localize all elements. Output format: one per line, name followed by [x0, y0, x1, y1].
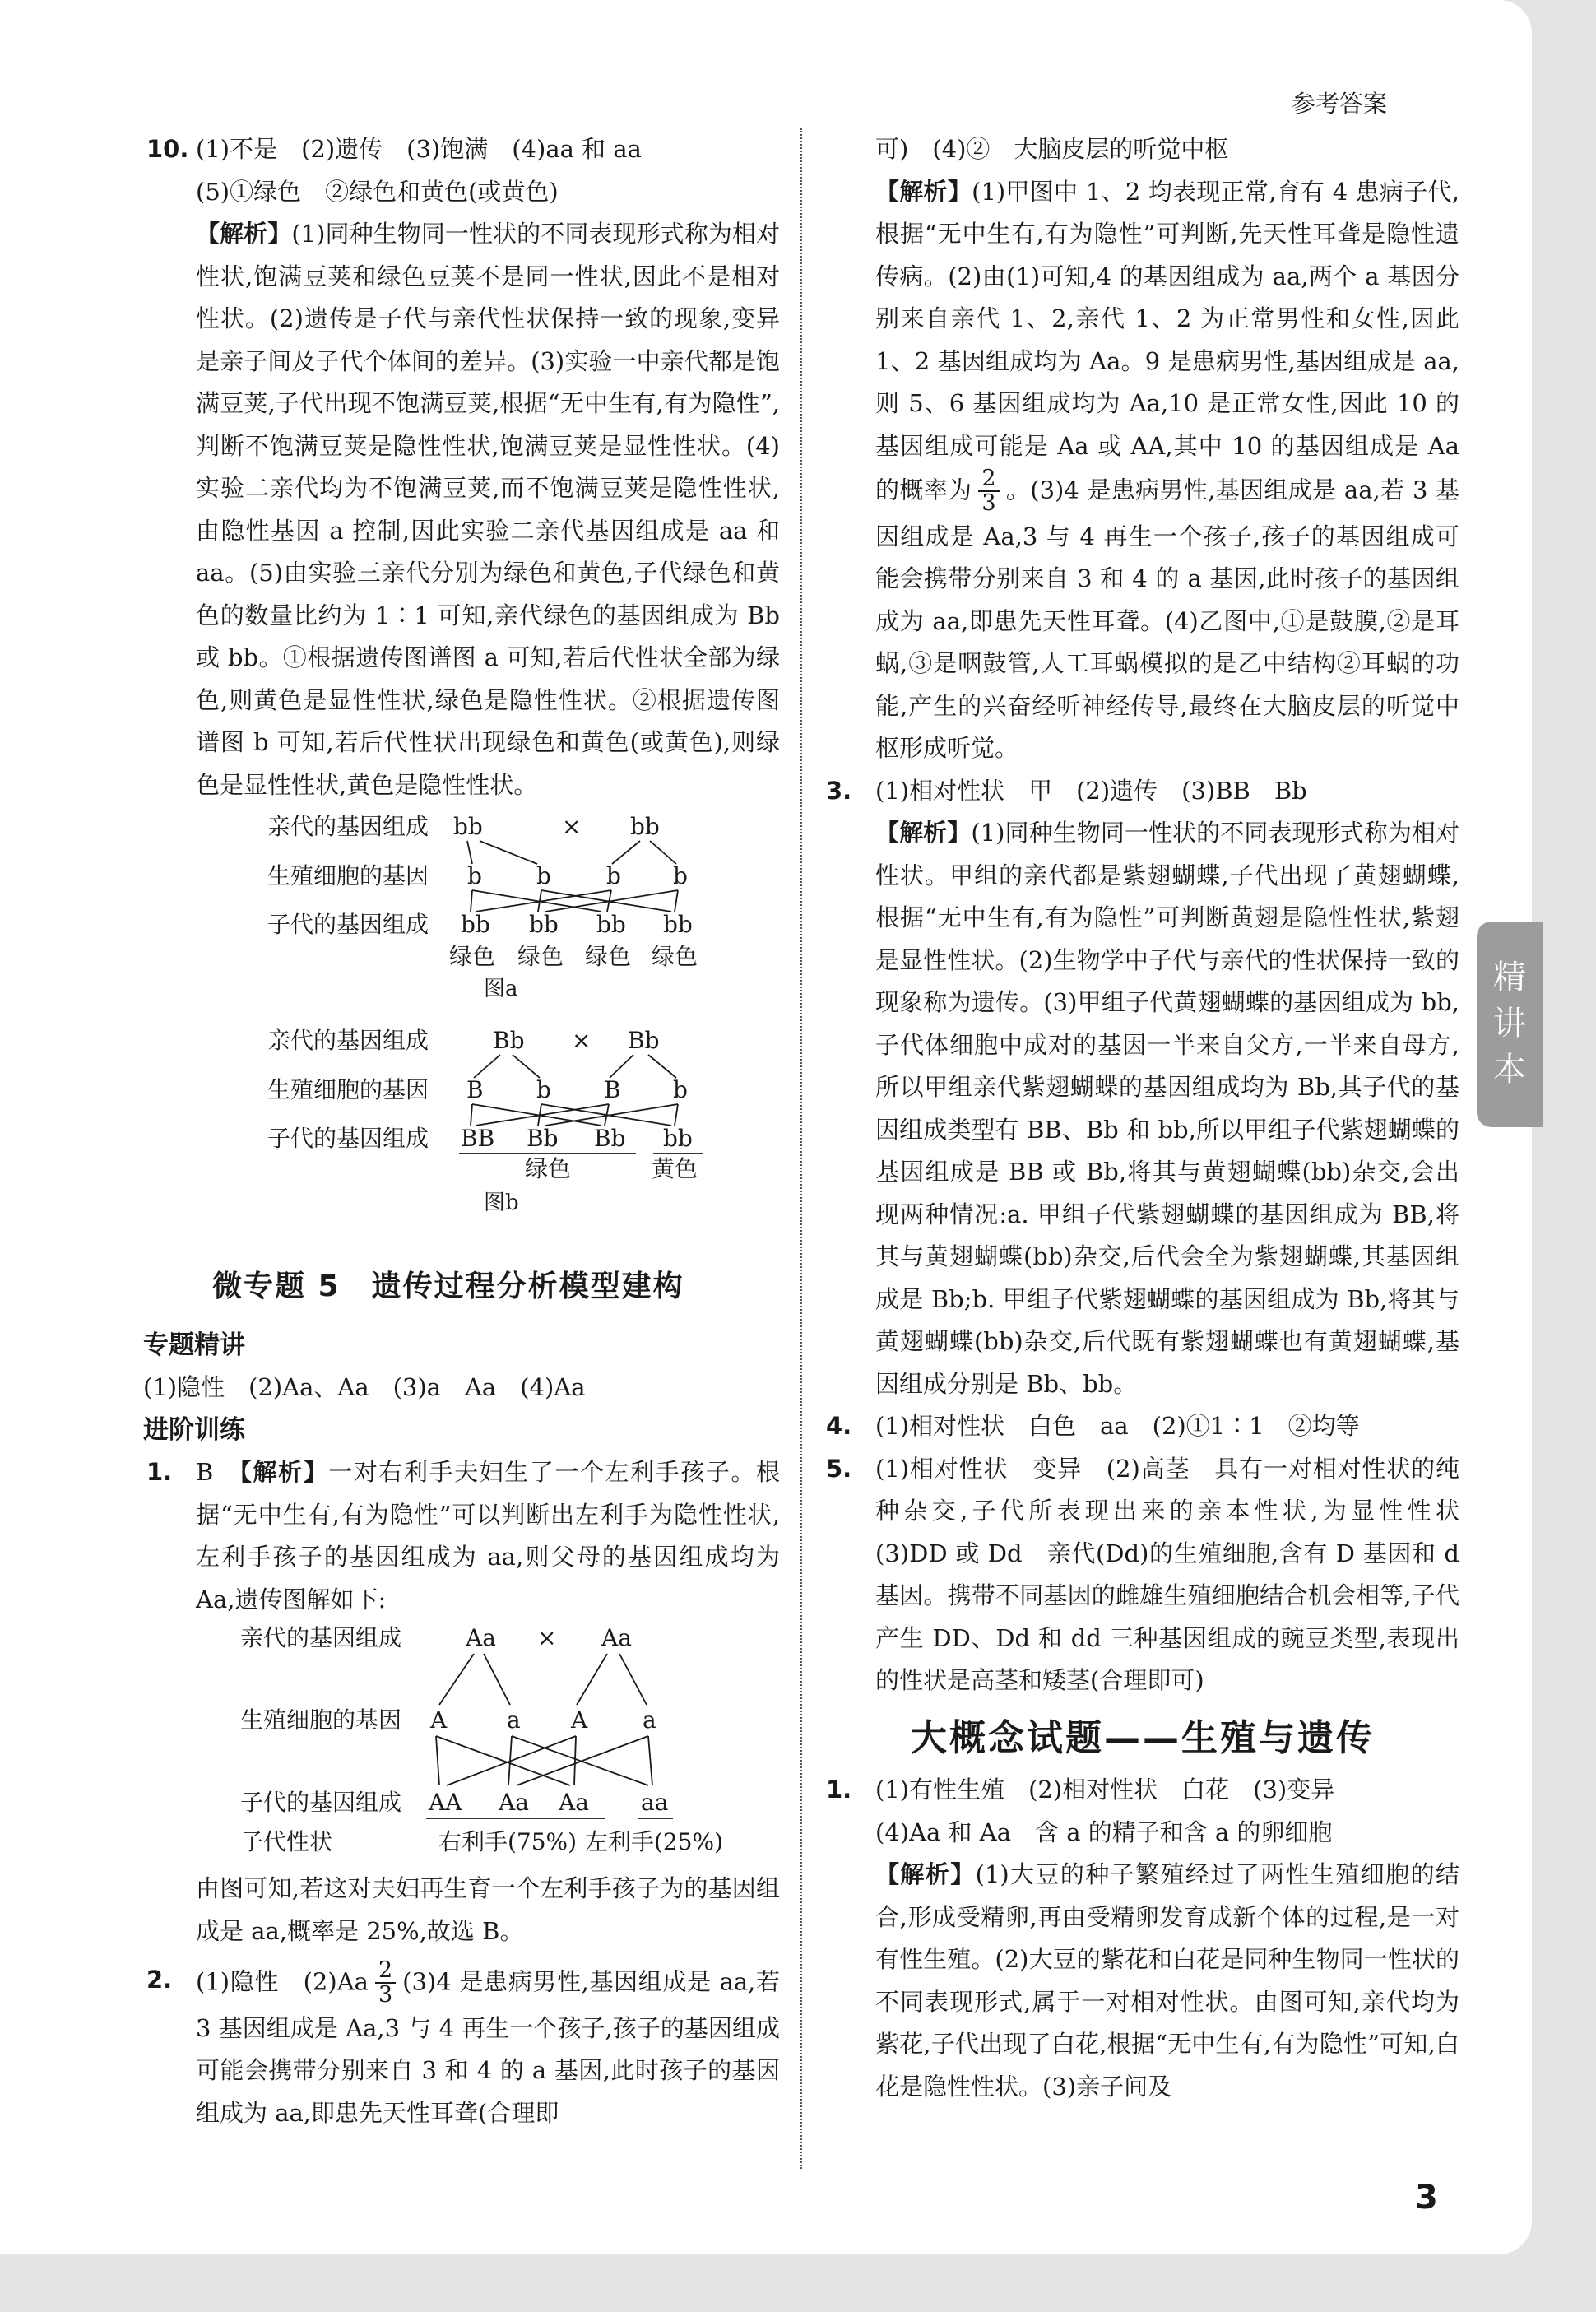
analysis-text: 由图可知,若这对夫妇再生育一个左利手孩子为的基因组成是 aa,概率是 25%,故选 B。: [196, 1874, 780, 1945]
answer-line: (5)①绿色 ②绿色和黄色(或黄色): [196, 177, 559, 206]
answer-choice: B: [196, 1458, 214, 1486]
row-label-offspring: 子代的基因组成: [267, 1125, 429, 1152]
analysis-text: (1)大豆的种子繁殖经过了两性生殖细胞的结合,形成受精卵,再由受精卵发育成新个体的过程,是一对有性生殖。(2)大豆的紫花和白花是同种生物同一性状的不同表现形式,属于一对相对性状。由图可知,亲代均为紫花,子代出现了白花,根据“无中生有,有为隐性”可知,白花是隐性性状。(3)亲子间及: [875, 1860, 1459, 2101]
answer-paragraph: [196, 1959, 780, 2134]
fraction-numerator: 2: [375, 1959, 396, 1984]
side-tab: [1477, 922, 1543, 1127]
gamete: b: [606, 862, 621, 889]
concept-question-1: [826, 1769, 1459, 2108]
analysis-text: 。(3)4 是患病男性,基因组成是 aa,若 3 基因组成是 Aa,3 与 4 再生一个孩子,孩子的基因组成可能会携带分别来自 3 和 4 的 a 基因,此时孩子的基因组成为 aa,即患先天性耳聋。(4)乙图中,①是鼓膜,②是耳蜗,③是咽鼓管,人工耳蜗模拟的是乙中结构②耳蜗的功能,产生的兴奋经听神经传导,最终在大脑皮层的听觉中枢形成听觉。: [875, 476, 1459, 763]
question-number: 4.: [826, 1412, 852, 1441]
answer-line: (1)不是 (2)遗传 (3)饱满 (4)aa 和 aa: [196, 135, 642, 163]
gamete: b: [536, 1076, 551, 1103]
analysis-tag: 【解析】: [875, 819, 972, 847]
subsection-heading: 进阶训练: [143, 1414, 245, 1445]
offspring-phenotype: 绿色: [652, 943, 698, 970]
offspring-genotype: bb: [663, 911, 693, 938]
parent-genotype: bb: [630, 813, 660, 840]
question-5: [826, 1448, 1484, 1702]
analysis-paragraph: [875, 812, 1459, 1405]
offspring-genotype: BB: [461, 1125, 495, 1152]
side-tab-label: 精讲本: [1493, 959, 1526, 1089]
diagram-handedness-svg: [146, 1621, 780, 1868]
analysis-text: (1)同种生物同一性状的不同表现形式称为相对性状,饱满豆荚和绿色豆荚不是同一性状,因此不是相对性状。(2)遗传是子代与亲代性状保持一致的现象,变异是亲子间及子代个体间的差异。(3)实验一中亲代都是饱满豆荚,子代出现不饱满豆荚,根据“无中生有,有为隐性”,判断不饱满豆荚是隐性性状,饱满豆荚是显性性状。(4)实验二亲代均为不饱满豆荚,而不饱满豆荚是隐性性状,由隐性基因 a 控制,因此实验二亲代基因组成是 aa 和 aa。(5)由实验三亲代分别为绿色和黄色,子代绿色和黄色的数量比约为 1∶1 可知,亲代绿色的基因组成为 Bb 或 bb。①根据遗传图谱图 a 可知,若后代性状全部为绿色,则黄色是显性性状,绿色是隐性性状。②根据遗传图谱图 b 可知,若后代性状出现绿色和黄色(或黄色),则绿色是显性性状,黄色是隐性性状。: [196, 220, 780, 799]
question-1-conclusion: [146, 1868, 780, 1952]
analysis-tag: 【解析】: [875, 177, 972, 206]
answer-line: (1)相对性状 白色 aa (2)①1∶1 ②均等: [875, 1412, 1360, 1441]
phenotype-group: 绿色: [525, 1155, 572, 1182]
offspring-genotype: Bb: [594, 1125, 626, 1152]
inheritance-arrows: [467, 841, 678, 912]
phenotype-left-handed: 左利手(25%): [585, 1828, 724, 1855]
answer-text: (1)隐性 (2)Aa: [196, 1967, 369, 1996]
genetic-diagram-handedness: [146, 1621, 780, 1868]
answer-line: (4)Aa 和 Aa 含 a 的精子和含 a 的卵细胞: [875, 1818, 1333, 1846]
question-2: [146, 1959, 780, 2134]
gamete: b: [536, 862, 551, 889]
fraction: [375, 1959, 396, 2008]
offspring-phenotype: 绿色: [585, 943, 632, 970]
question-number: 1.: [826, 1776, 852, 1804]
analysis-tag: 【解析】: [239, 1458, 329, 1486]
gamete: a: [643, 1706, 656, 1734]
analysis-text: 一对右利手夫妇生了一个左利手孩子。根据“无中生有,有为隐性”可以判断出左利手为隐性性状,左利手孩子的基因组成为 aa,则父母的基因组成均为 Aa,遗传图解如下:: [196, 1458, 780, 1613]
answer-line: 可) (4)② 大脑皮层的听觉中枢: [875, 135, 1229, 163]
offspring-genotype: bb: [461, 911, 490, 938]
question-number: 2.: [146, 1966, 173, 1994]
parent-genotype: Bb: [493, 1027, 525, 1054]
left-column: [143, 128, 781, 2134]
parent-genotype: bb: [453, 813, 483, 840]
analysis-paragraph: [875, 1854, 1459, 2108]
offspring-genotype: bb: [529, 911, 559, 938]
offspring-genotype: bb: [663, 1125, 693, 1152]
answer-line: (1)有性生殖 (2)相对性状 白花 (3)变异: [875, 1776, 1335, 1804]
analysis-text: (1)同种生物同一性状的不同表现形式称为相对性状。甲组的亲代都是紫翅蝴蝶,子代出现了黄翅蝴蝶,根据“无中生有,有为隐性”可判断黄翅是隐性性状,紫翅是显性性状。(2)生物学中子代与亲代的性状保持一致的现象称为遗传。(3)甲组子代黄翅蝴蝶的基因组成为 bb,子代体细胞中成对的基因一半来自父方,一半来自母方,所以甲组亲代紫翅蝴蝶的基因组成均为 Bb,其子代的基因组成类型有 BB、Bb 和 bb,所以甲组子代紫翅蝴蝶的基因组成是 BB 或 Bb,将其与黄翅蝴蝶(bb)杂交,会出现两种情况:a. 甲组子代紫翅蝴蝶的基因组成为 BB,将其与黄翅蝴蝶(bb)杂交,后代会全为紫翅蝴蝶,其基因组成是 Bb;b. 甲组子代紫翅蝴蝶的基因组成为 Bb,将其与黄翅蝴蝶(bb)杂交,后代既有紫翅蝴蝶也有黄翅蝴蝶,基因组成分别是 Bb、bb。: [875, 819, 1459, 1398]
gamete: b: [467, 862, 482, 889]
major-section-title: 大概念试题——生殖与遗传: [911, 1716, 1375, 1759]
row-label-gametes: 生殖细胞的基因: [267, 1076, 429, 1103]
question-4: [826, 1405, 1459, 1448]
analysis-paragraph: [196, 1451, 780, 1621]
inheritance-arrows: [426, 1654, 673, 1818]
analysis-paragraph: [196, 213, 780, 806]
row-label-gametes: 生殖细胞的基因: [240, 1706, 402, 1734]
offspring-genotype: Aa: [499, 1789, 529, 1816]
fraction: [978, 467, 999, 516]
diagram-b-svg: [146, 1020, 780, 1241]
gamete: B: [466, 1076, 484, 1103]
analysis-text: (1)甲图中 1、2 均表现正常,育有 4 患病子代,根据“无中生有,有为隐性”可判断,先天性耳聋是隐性遗传病。(2)由(1)可知,4 的基因组成为 aa,两个 a 基因分别来自亲代 1、2,亲代 1、2 为正常男性和女性,因此 1、2 基因组成均为 Aa。9 是患病男性,基因组成是 aa,则 5、6 基因组成均为 Aa,10 是正常女性,因此 10 的基因组成可能是 Aa 或 AA,其中 10 的基因组成是 Aa 的概率为: [875, 177, 1459, 504]
genetic-diagram-a: [146, 806, 780, 1020]
parent-genotype: Aa: [601, 1624, 632, 1651]
gamete: b: [673, 862, 688, 889]
row-label-parents: 亲代的基因组成: [240, 1624, 402, 1651]
gamete: A: [430, 1706, 448, 1734]
row-label-parents: 亲代的基因组成: [267, 813, 429, 840]
answer-line: (1)相对性状 甲 (2)遗传 (3)BB Bb: [875, 776, 1307, 805]
row-label-gametes: 生殖细胞的基因: [267, 862, 429, 889]
subsection-heading: 专题精讲: [143, 1330, 245, 1360]
parent-genotype: Aa: [466, 1624, 496, 1651]
diagram-a-svg: [146, 806, 780, 1020]
question-2-continued: [826, 128, 1459, 770]
offspring-genotype: bb: [596, 911, 626, 938]
question-number: 10.: [146, 135, 189, 163]
section-title: 微专题 5 遗传过程分析模型建构: [212, 1270, 684, 1303]
gamete: a: [507, 1706, 521, 1734]
parent-genotype: Bb: [628, 1027, 660, 1054]
offspring-genotype: AA: [429, 1789, 462, 1816]
page-header-title: 参考答案: [1291, 90, 1387, 118]
phenotype-right-handed: 右利手(75%): [438, 1828, 578, 1855]
cross-symbol: ×: [537, 1624, 557, 1651]
question-number: 3.: [826, 776, 852, 805]
answer-paragraph: (1)相对性状 变异 (2)高茎 具有一对相对性状的纯种杂交,子代所表现出来的亲本性状,为显性性状 (3)DD 或 Dd 亲代(Dd)的生殖细胞,含有 D 基因和 d 基因。携带不同基因的雌雄生殖细胞结合机会相等,子代产生 DD、Dd 和 dd 三种基因组成的豌豆类型,表现出的性状是高茎和矮茎(合理即可): [875, 1454, 1484, 1695]
cross-symbol: ×: [572, 1027, 592, 1054]
question-number: 5.: [826, 1454, 852, 1483]
question-10: [146, 128, 780, 806]
fraction-denominator: 3: [378, 1982, 393, 2008]
offspring-genotype: Aa: [559, 1789, 589, 1816]
analysis-paragraph: [875, 171, 1459, 770]
analysis-tag: 【解析】: [196, 220, 292, 248]
page-number: 3: [1415, 2179, 1438, 2217]
fraction-denominator: 3: [981, 490, 996, 517]
answer-text: (3)4 是患病男性,基因组成是 aa,若 3 基因组成是 Aa,3 与 4 再生一个孩子,孩子的基因组成可能会携带分别来自 3 和 4 的 a 基因,此时孩子的基因组成为 aa,即患先天性耳聋(合理即: [196, 1967, 781, 2127]
question-3: [826, 770, 1459, 1406]
gamete: b: [673, 1076, 688, 1103]
figure-caption: 图b: [484, 1191, 519, 1215]
row-label-phenotype: 子代性状: [240, 1828, 333, 1855]
genetic-diagram-b: [146, 1020, 780, 1241]
question-1: [146, 1451, 780, 1621]
figure-caption: 图a: [484, 977, 518, 1001]
gamete: B: [604, 1076, 621, 1103]
offspring-phenotype: 绿色: [449, 943, 496, 970]
gamete: A: [571, 1706, 588, 1734]
answer-line: (1)隐性 (2)Aa、Aa (3)a Aa (4)Aa: [143, 1373, 586, 1401]
cross-symbol: ×: [562, 813, 582, 840]
column-divider: [800, 128, 802, 2169]
right-column: [826, 128, 1484, 2108]
question-number: 1.: [146, 1458, 173, 1486]
fraction-numerator: 2: [978, 467, 999, 492]
offspring-genotype: Bb: [527, 1125, 559, 1152]
row-label-offspring: 子代的基因组成: [240, 1789, 402, 1816]
phenotype-group: 黄色: [652, 1155, 698, 1182]
row-label-offspring: 子代的基因组成: [267, 911, 429, 938]
offspring-phenotype: 绿色: [517, 943, 564, 970]
offspring-genotype: aa: [641, 1789, 669, 1816]
row-label-parents: 亲代的基因组成: [267, 1027, 429, 1054]
analysis-tag: 【解析】: [875, 1860, 976, 1889]
